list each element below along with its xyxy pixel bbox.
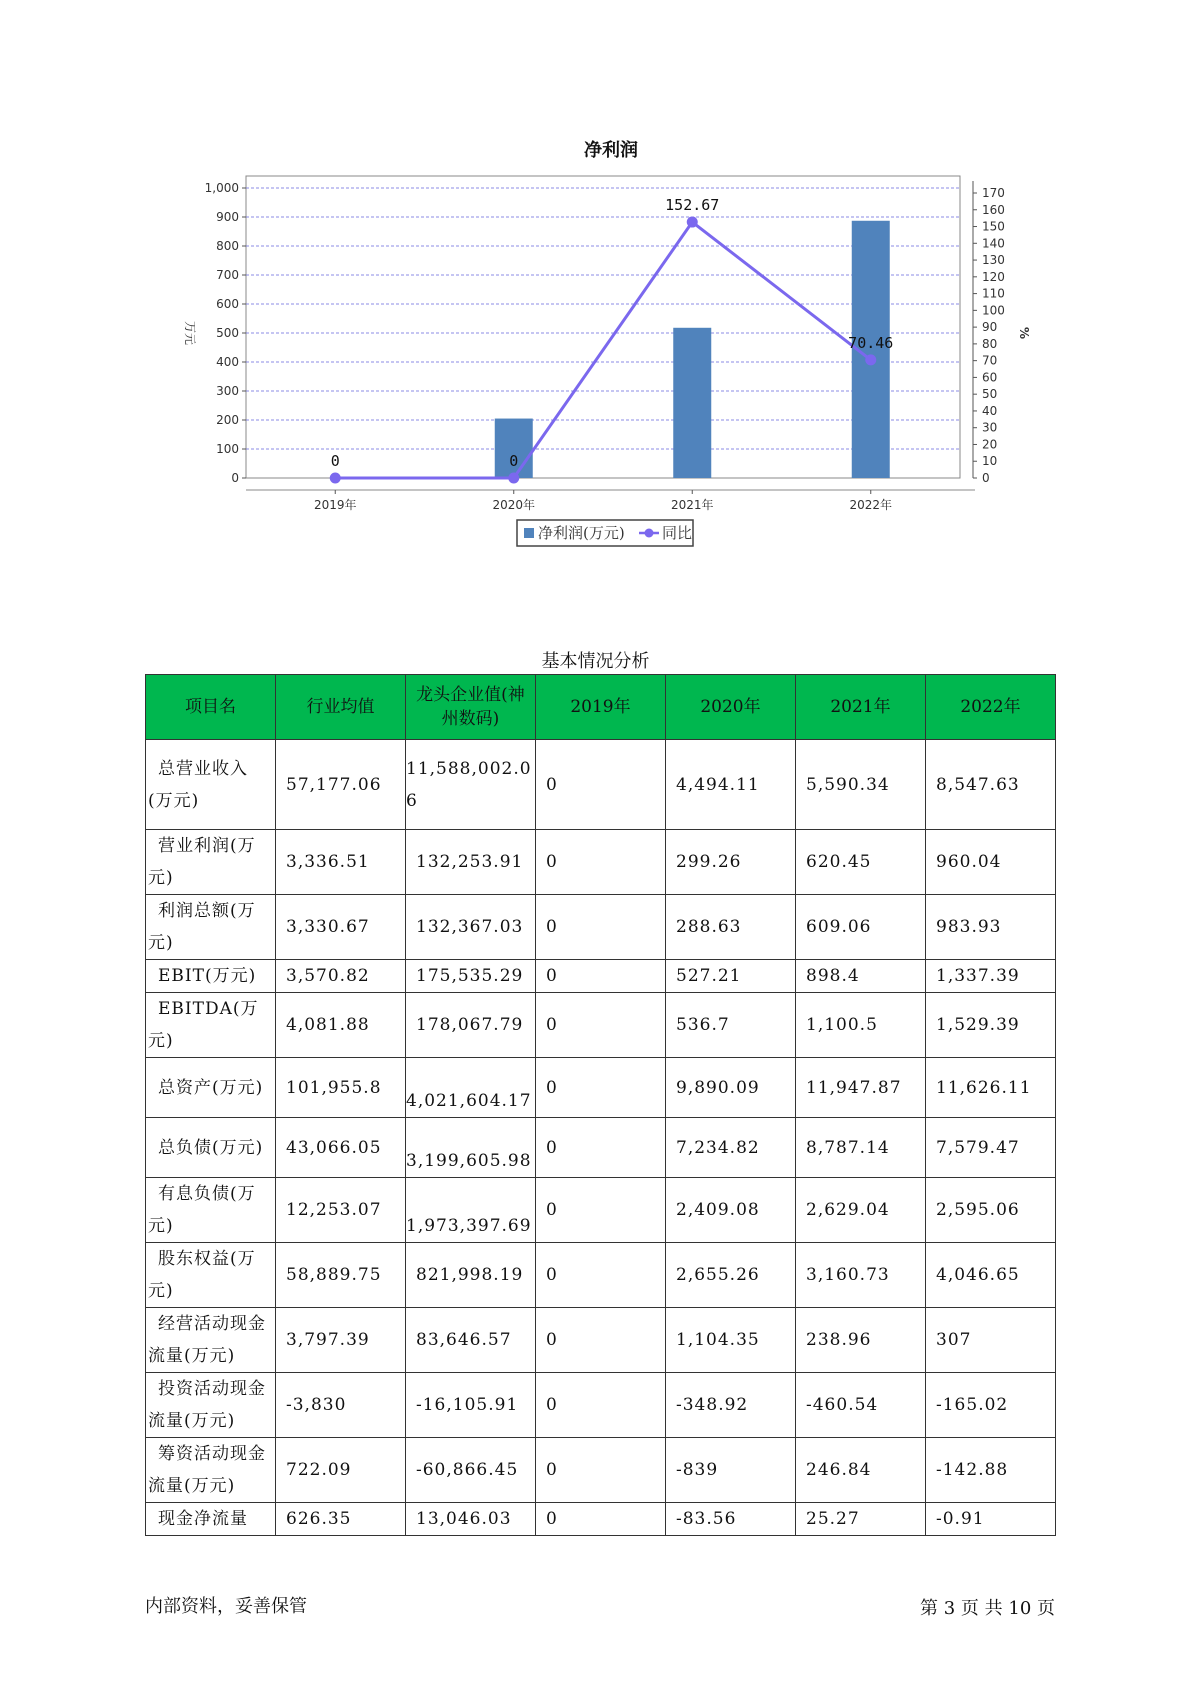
table-cell: 1,337.39: [926, 960, 1056, 993]
row-name-cell: EBIT(万元): [146, 960, 276, 993]
table-cell: 0: [536, 993, 666, 1058]
yoy-point: [508, 473, 519, 484]
table-cell: 3,797.39: [276, 1308, 406, 1373]
row-name-cell: 利润总额(万元): [146, 895, 276, 960]
y-right-tick-label: 50: [982, 387, 998, 402]
table-cell: 238.96: [796, 1308, 926, 1373]
y-right-tick-label: 150: [982, 219, 1005, 234]
basic-analysis-table: [145, 674, 1056, 1536]
y-right-tick-label: 170: [982, 186, 1005, 200]
table-cell: 132,253.91: [406, 830, 536, 895]
table-cell: 11,588,002.06: [406, 740, 536, 830]
table-cell: 626.35: [276, 1503, 406, 1536]
table-cell: 25.27: [796, 1503, 926, 1536]
table-cell: 8,547.63: [926, 740, 1056, 830]
table-row: [146, 1058, 1056, 1118]
y-left-tick-label: 500: [216, 326, 239, 340]
table-cell: -60,866.45: [406, 1438, 536, 1503]
table-cell: -348.92: [666, 1373, 796, 1438]
table-cell: 0: [536, 960, 666, 993]
y-left-tick-label: 0: [231, 471, 239, 485]
table-cell: 620.45: [796, 830, 926, 895]
table-header-row: [146, 675, 1056, 740]
table-cell: 0: [536, 1243, 666, 1308]
table-cell: 9,890.09: [666, 1058, 796, 1118]
y-left-tick-label: 1,000: [204, 181, 239, 195]
table-cell: 2,629.04: [796, 1178, 926, 1243]
y-left-tick-label: 100: [216, 442, 239, 456]
table-cell: 4,046.65: [926, 1243, 1056, 1308]
table-cell: -839: [666, 1438, 796, 1503]
y-right-tick-label: 70: [982, 353, 998, 368]
table-cell: 0: [536, 1373, 666, 1438]
row-name-cell: 股东权益(万元): [146, 1243, 276, 1308]
table-cell: 4,494.11: [666, 740, 796, 830]
y-right-tick-label: 130: [982, 253, 1005, 268]
table-cell: 0: [536, 1178, 666, 1243]
table-cell: 960.04: [926, 830, 1056, 895]
table-cell: 58,889.75: [276, 1243, 406, 1308]
legend-bar-swatch: [524, 528, 534, 538]
table-cell: 0: [536, 1118, 666, 1178]
table-cell: 983.93: [926, 895, 1056, 960]
table-body: [146, 740, 1056, 1536]
table-row: [146, 993, 1056, 1058]
yoy-data-label: 70.46: [848, 333, 894, 352]
yoy-line: [335, 222, 871, 478]
x-tick-label: 2021年: [670, 498, 714, 512]
bar: [673, 328, 711, 478]
table-cell: 246.84: [796, 1438, 926, 1503]
table-cell: 132,367.03: [406, 895, 536, 960]
table-cell: 3,199,605.98: [406, 1118, 536, 1178]
table-cell: 821,998.19: [406, 1243, 536, 1308]
table-cell: 0: [536, 1308, 666, 1373]
y-right-tick-label: 120: [982, 269, 1005, 284]
y-left-axis-label: 万元: [183, 320, 197, 346]
table-cell: -460.54: [796, 1373, 926, 1438]
table-cell: 4,021,604.17: [406, 1058, 536, 1118]
header-cell: 2022年: [926, 675, 1056, 740]
row-name-cell: 投资活动现金流量(万元): [146, 1373, 276, 1438]
legend-line-marker: [645, 529, 654, 538]
y-right-tick-label: 160: [982, 202, 1005, 217]
table-cell: 1,100.5: [796, 993, 926, 1058]
y-left-tick-label: 600: [216, 297, 239, 311]
table-row: [146, 895, 1056, 960]
x-tick-label: 2020年: [492, 498, 536, 512]
table-cell: 0: [536, 895, 666, 960]
legend-bar-label: 净利润(万元): [538, 524, 625, 542]
table-cell: 3,330.67: [276, 895, 406, 960]
table-cell: 898.4: [796, 960, 926, 993]
table-cell: -83.56: [666, 1503, 796, 1536]
table-cell: 536.7: [666, 993, 796, 1058]
y-right-tick-label: 110: [982, 286, 1005, 301]
y-right-tick-label: 10: [982, 454, 998, 469]
table-cell: 11,626.11: [926, 1058, 1056, 1118]
y-right-tick-label: 20: [982, 437, 998, 452]
table-cell: 1,104.35: [666, 1308, 796, 1373]
table-cell: 175,535.29: [406, 960, 536, 993]
yoy-point: [330, 473, 341, 484]
table-cell: 13,046.03: [406, 1503, 536, 1536]
table-cell: -16,105.91: [406, 1373, 536, 1438]
table-cell: 2,655.26: [666, 1243, 796, 1308]
table-cell: 0: [536, 1503, 666, 1536]
table-row: [146, 1178, 1056, 1243]
table-cell: 7,234.82: [666, 1118, 796, 1178]
y-right-tick-label: 0: [982, 471, 990, 485]
table-cell: 0: [536, 740, 666, 830]
table-cell: 3,336.51: [276, 830, 406, 895]
table-cell: 43,066.05: [276, 1118, 406, 1178]
y-left-tick-label: 200: [216, 413, 239, 427]
table-row: [146, 1373, 1056, 1438]
y-left-tick-label: 900: [216, 210, 239, 224]
table-cell: 5,590.34: [796, 740, 926, 830]
table-cell: 3,160.73: [796, 1243, 926, 1308]
row-name-cell: 总负债(万元): [146, 1118, 276, 1178]
table-cell: 3,570.82: [276, 960, 406, 993]
x-tick-label: 2019年: [313, 498, 357, 512]
y-right-tick-label: 60: [982, 370, 998, 385]
table-cell: 288.63: [666, 895, 796, 960]
table-cell: 722.09: [276, 1438, 406, 1503]
table-cell: 2,595.06: [926, 1178, 1056, 1243]
header-cell: 2019年: [536, 675, 666, 740]
table-cell: 609.06: [796, 895, 926, 960]
yoy-data-label: 0: [330, 452, 340, 470]
yoy-data-label: 152.67: [665, 196, 720, 215]
row-name-cell: 有息负债(万元): [146, 1178, 276, 1243]
x-tick-label: 2022年: [849, 498, 893, 512]
row-name-cell: 经营活动现金流量(万元): [146, 1308, 276, 1373]
table-cell: 0: [536, 830, 666, 895]
table-row: [146, 740, 1056, 830]
table-cell: 1,529.39: [926, 993, 1056, 1058]
table-cell: 57,177.06: [276, 740, 406, 830]
chart-svg: [170, 140, 1050, 600]
y-right-tick-label: 30: [982, 420, 998, 435]
table-row: [146, 830, 1056, 895]
table-cell: 0: [536, 1438, 666, 1503]
table-row: [146, 1308, 1056, 1373]
y-left-tick-label: 800: [216, 239, 239, 253]
table-cell: -142.88: [926, 1438, 1056, 1503]
yoy-data-label: 0: [509, 452, 519, 470]
table-cell: 299.26: [666, 830, 796, 895]
table-cell: 307: [926, 1308, 1056, 1373]
row-name-cell: 总资产(万元): [146, 1058, 276, 1118]
table-row: [146, 960, 1056, 993]
header-cell: 行业均值: [276, 675, 406, 740]
row-name-cell: EBITDA(万元): [146, 993, 276, 1058]
yoy-point: [687, 217, 698, 228]
y-right-tick-label: 80: [982, 336, 998, 351]
header-cell: 项目名: [146, 675, 276, 740]
table-cell: 1,973,397.69: [406, 1178, 536, 1243]
table-cell: 527.21: [666, 960, 796, 993]
header-cell: 2021年: [796, 675, 926, 740]
table-cell: 12,253.07: [276, 1178, 406, 1243]
y-right-axis-label: %: [1017, 326, 1031, 340]
table-cell: 4,081.88: [276, 993, 406, 1058]
table-cell: 2,409.08: [666, 1178, 796, 1243]
table-row: [146, 1503, 1056, 1536]
header-cell: 2020年: [666, 675, 796, 740]
table-cell: -165.02: [926, 1373, 1056, 1438]
y-left-tick-label: 400: [216, 355, 239, 369]
y-right-tick-label: 100: [982, 303, 1005, 318]
net-profit-chart: [170, 140, 1050, 600]
table-cell: 101,955.8: [276, 1058, 406, 1118]
row-name-cell: 现金净流量: [146, 1503, 276, 1536]
table-row: [146, 1243, 1056, 1308]
header-cell: 龙头企业值(神州数码): [406, 675, 536, 740]
footer-page-number: 第 3 页 共 10 页: [920, 1598, 1055, 1619]
chart-title: 净利润: [584, 140, 638, 161]
table-row: [146, 1438, 1056, 1503]
footer-confidential-note: 内部资料，妥善保管: [145, 1596, 307, 1617]
row-name-cell: 营业利润(万元): [146, 830, 276, 895]
legend-line-label: 同比: [662, 524, 693, 542]
table-title: 基本情况分析: [541, 651, 650, 672]
row-name-cell: 总营业收入(万元): [146, 740, 276, 830]
table-cell: 11,947.87: [796, 1058, 926, 1118]
yoy-point: [865, 354, 876, 365]
y-right-tick-label: 40: [982, 403, 998, 418]
row-name-cell: 筹资活动现金流量(万元): [146, 1438, 276, 1503]
table-cell: 178,067.79: [406, 993, 536, 1058]
table-row: [146, 1118, 1056, 1178]
table-cell: -0.91: [926, 1503, 1056, 1536]
table-cell: 0: [536, 1058, 666, 1118]
table-cell: -3,830: [276, 1373, 406, 1438]
table-cell: 8,787.14: [796, 1118, 926, 1178]
y-left-tick-label: 300: [216, 384, 239, 398]
y-right-tick-label: 90: [982, 320, 998, 335]
table-cell: 83,646.57: [406, 1308, 536, 1373]
y-left-tick-label: 700: [216, 268, 239, 282]
y-right-tick-label: 140: [982, 236, 1005, 251]
table-cell: 7,579.47: [926, 1118, 1056, 1178]
